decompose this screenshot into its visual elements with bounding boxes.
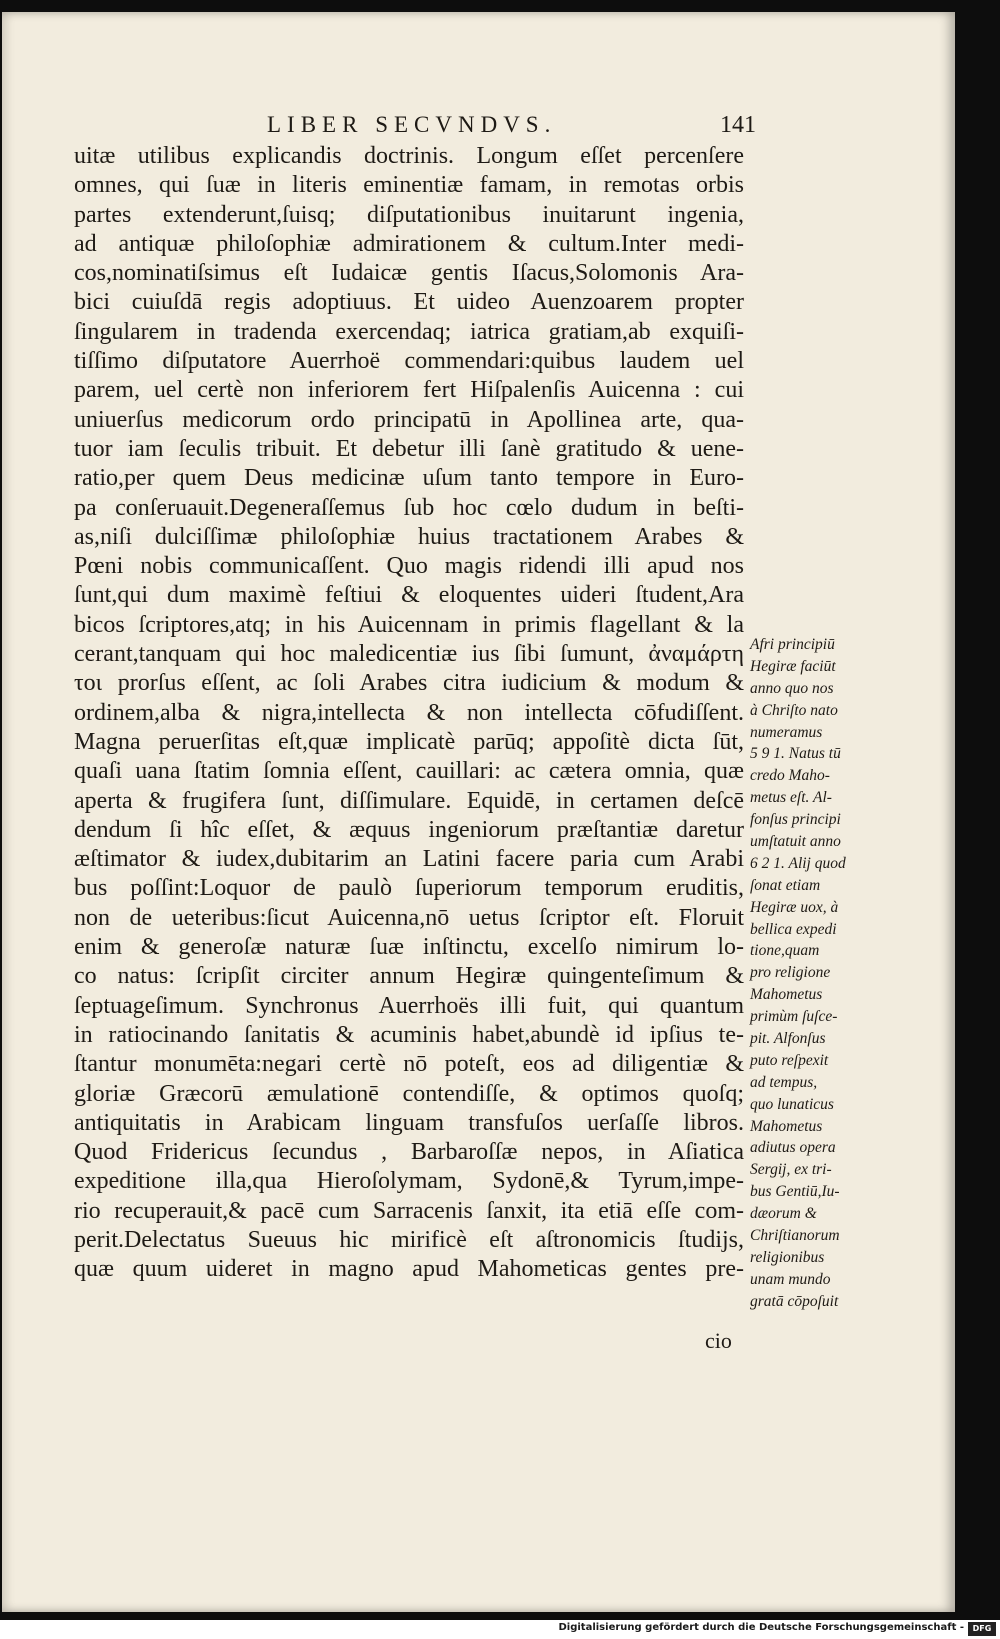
catchword: cio [705, 1328, 732, 1353]
text-line: ſeptuageſimum. Synchronus Auerrhoës illi fuit, qui quantum [74, 992, 744, 1019]
text-line: non de ueteribus:ſicut Auicenna,nō uetus ſcriptor eſt. Floruit [74, 904, 744, 931]
text-line: perit.Delectatus Sueuus hic mirificè eſt aſtronomicis ſtudijs, [74, 1226, 744, 1253]
text-line: partes extenderunt,ſuisq; diſputationibus inuitarunt ingenia, [74, 201, 744, 228]
text-line: dendum ſi hîc eſſet, & æquus ingeniorum præſtantiæ daretur [74, 816, 744, 843]
marginal-line: primùm ſuſce- [750, 1008, 838, 1026]
marginal-line: gratā cōpoſuit [750, 1292, 839, 1310]
page-number: 141 [720, 112, 756, 138]
text-line: tiſſimo diſputatore Auerrhoë commendari:quibus laudem uel [74, 348, 744, 375]
text-line: cos,nominatiſsimus eſt Iudaicæ gentis Iſacus,Solomonis Ara- [74, 260, 744, 287]
text-line: ſunt,qui dum maximè feſtiui & eloquentes uideri ſtudent,Ara [74, 582, 744, 609]
marginal-line: ad tempus, [750, 1073, 818, 1091]
text-line: bicos ſcriptores,atq; in his Auicennam in primis flagellant & la [74, 611, 744, 638]
text-line: ratio,per quem Deus medicinæ uſum tanto tempore in Euro- [74, 465, 744, 492]
text-line: tuor iam ſeculis tribuit. Et debetur illi ſanè gratitudo & uene- [74, 435, 744, 462]
running-head: LIBER SECVNDVS. [267, 112, 557, 137]
marginal-line: tione,quam [750, 942, 820, 960]
marginal-line: umſtatuit anno [750, 833, 841, 851]
marginal-line: fonſus principi [750, 811, 841, 829]
marginal-line: Afri principiū [750, 636, 835, 653]
marginal-note [750, 634, 860, 1313]
text-line: pa conſeruauit.Degeneraſſemus ſub hoc cœlo dudum in beſti- [74, 494, 744, 521]
text-line: Quod Fridericus ſecundus , Barbaroſſæ nepos, in Aſiatica [74, 1139, 744, 1166]
text-line: rio recuperauit,& pacē cum Sarracenis ſanxit, ita etiā eſſe com- [74, 1197, 744, 1224]
text-line: antiquitatis in Arabicam linguam transfuſos uerſaſſe libros. [74, 1109, 744, 1136]
text-line: quæ quum uideret in magno apud Mahometicas gentes pre- [74, 1256, 744, 1283]
text-line: ad antiquæ philoſophiæ admirationem & cultum.Inter medi- [74, 230, 744, 257]
text-line: ſingularem in tradenda exercendaq; iatrica gratiam,ab exquiſi- [74, 318, 744, 345]
marginal-line: pro religione [750, 964, 831, 982]
dfg-logo-icon: DFG [968, 1622, 996, 1636]
book-page [2, 12, 955, 1612]
marginal-line: bus Gentiū,Iu- [750, 1183, 840, 1201]
marginal-line: 6 2 1. Alij quod [750, 854, 846, 872]
marginal-line: Sergij, ex tri- [750, 1161, 832, 1179]
marginal-line: Hegiræ uox, à [750, 898, 839, 916]
text-line: cerant,tanquam qui hoc maledicentiæ ius ſibi ſumunt, ἀναμάρτη [74, 641, 744, 668]
main-text-block [74, 142, 744, 1285]
text-line: æſtimator & iudex,dubitarim an Latini facere paria cum Arabi [74, 846, 744, 873]
marginal-line: metus eſt. Al- [750, 789, 832, 807]
marginal-line: Mahometus [750, 1117, 823, 1135]
marginal-line: quo lunaticus [750, 1095, 834, 1113]
text-line: omnes, qui ſuæ in literis eminentiæ famam, in remotas orbis [74, 172, 744, 199]
text-line: uniuerſus medicorum ordo principatū in Apollinea arte, qua- [74, 406, 744, 433]
text-line: parem, uel certè non inferiorem fert Hiſpalenſis Auicenna : cui [74, 377, 744, 404]
marginal-line: Chriſtianorum [750, 1227, 840, 1245]
marginal-line: 5 9 1. Natus tū [750, 745, 841, 763]
text-line: co natus: ſcripſit circiter annum Hegiræ quingenteſimum & [74, 963, 744, 990]
digitization-footer [0, 1620, 1000, 1639]
text-line: Magna peruerſitas eſt,quæ implicatè parūq; appoſitè dicta ſūt, [74, 728, 744, 755]
text-line: uitæ utilibus explicandis doctrinis. Longum eſſet percenſere [74, 143, 744, 169]
text-line: bus poſſint:Loquor de paulò ſuperiorum temporum eruditis, [74, 875, 744, 902]
text-line: quaſi uana ſtatim ſomnia eſſent, cauillari: ac cætera omnia, quæ [74, 758, 744, 785]
text-line: aperta & frugifera ſunt, diſſimulare. Equidē, in certamen deſcē [74, 787, 744, 814]
marginal-line: bellica expedi [750, 920, 837, 938]
text-line: ſtantur monumēta:negari certè nō poteſt, eos ad diligentiæ & [74, 1051, 744, 1078]
marginal-line: Hegiræ faciūt [750, 657, 836, 675]
funding-credit: Digitalisierung gefördert durch die Deutsche Forschungsgemeinschaft - [558, 1622, 964, 1633]
text-line: gloriæ Græcorū æmulationē contendiſſe, & optimos quoſq; [74, 1080, 744, 1107]
text-line: Pœni nobis communicaſſent. Quo magis ridendi illi apud nos [74, 553, 744, 580]
marginal-line: adiutus opera [750, 1139, 836, 1157]
marginal-line: ſonat etiam [750, 876, 821, 894]
marginal-line: religionibus [750, 1248, 825, 1266]
text-line: τοι prorſus eſſent, ac ſoli Arabes citra iudicium & modum & [74, 670, 744, 697]
text-line: ordinem,alba & nigra,intellecta & non intellecta cōfudiſſent. [74, 699, 744, 726]
text-line: as,niſi dulciſſimæ philoſophiæ huius tractationem Arabes & [74, 523, 744, 550]
text-line: enim & generoſæ naturæ ſuæ inſtinctu, excelſo nimirum lo- [74, 934, 744, 961]
text-line: expeditione illa,qua Hieroſolymam, Sydonē,& Tyrum,impe- [74, 1168, 744, 1195]
text-line: bici cuiuſdā regis adoptiuus. Et uideo Auenzoarem propter [74, 289, 744, 316]
text-line: in ratiocinando ſanitatis & acuminis habet,abundè id ipſius te- [74, 1021, 744, 1048]
marginal-line: credo Maho- [750, 767, 830, 785]
marginal-line: unam mundo [750, 1270, 831, 1288]
marginal-line: pit. Alfonſus [750, 1030, 826, 1048]
marginal-line: numeramus [750, 723, 823, 741]
marginal-line: puto reſpexit [750, 1051, 829, 1069]
marginal-line: dæorum & [750, 1205, 817, 1223]
marginal-line: anno quo nos [750, 679, 834, 697]
marginal-line: à Chriſto nato [750, 701, 838, 719]
marginal-line: Mahometus [750, 986, 823, 1004]
